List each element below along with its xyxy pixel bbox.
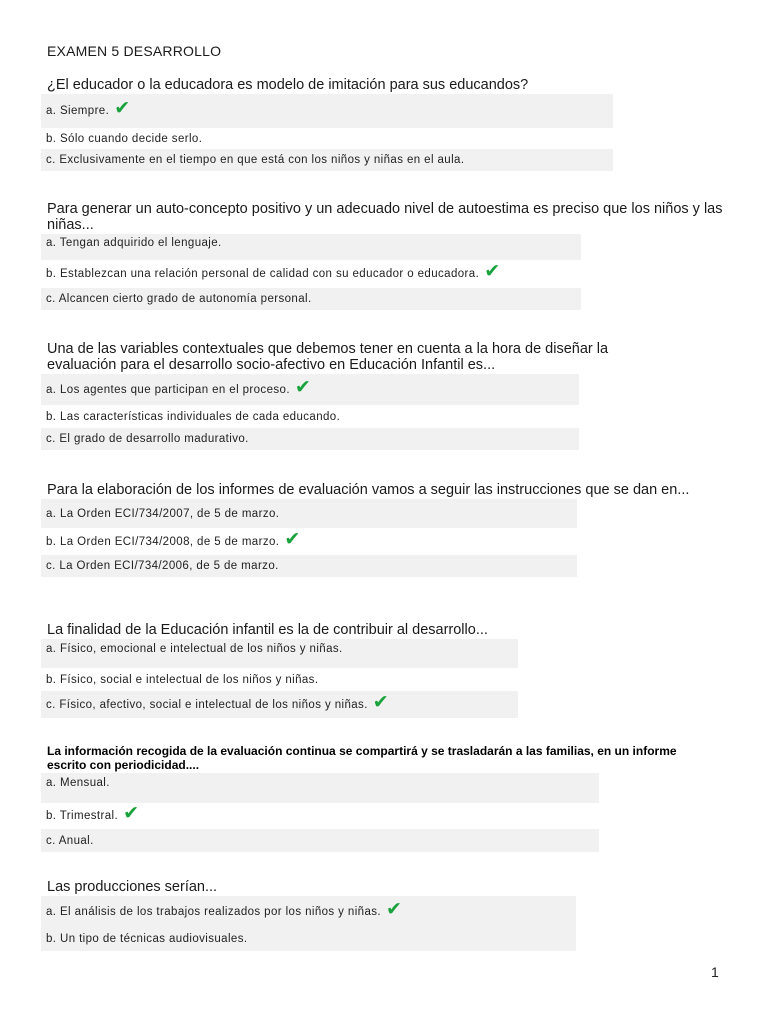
option-label: a. Físico, emocional e intelectual de los niños y niñas. (46, 643, 343, 655)
question-text: ¿El educador o la educadora es modelo de imitación para sus educandos? (47, 77, 529, 93)
option-label: a. Mensual. (46, 777, 110, 789)
check-icon: ✔ (372, 690, 390, 713)
check-icon: ✔ (284, 527, 301, 550)
question-block (41, 77, 613, 171)
question-block (41, 341, 609, 450)
answer-option[interactable] (41, 149, 613, 171)
answer-option[interactable] (41, 234, 581, 260)
answer-option[interactable] (41, 499, 577, 528)
option-label: c. Anual. (46, 834, 94, 847)
option-label: b. La Orden ECI/734/2008, de 5 de marzo. (46, 535, 280, 548)
answer-option[interactable] (41, 374, 579, 405)
question-text: Las producciones serían... (47, 879, 218, 895)
option-label: c. El grado de desarrollo madurativo. (46, 433, 249, 445)
answer-option[interactable] (41, 128, 613, 149)
check-icon: ✔ (294, 375, 312, 398)
answer-option[interactable] (41, 428, 579, 450)
question-text: Para la elaboración de los informes de evaluación vamos a seguir las instrucciones que se dan en... (47, 482, 690, 498)
option-label: b. Trimestral. (46, 810, 119, 822)
answer-option[interactable] (41, 773, 599, 803)
answer-option[interactable] (41, 639, 518, 668)
option-label: a. Tengan adquirido el lenguaje. (46, 237, 222, 249)
option-label: a. La Orden ECI/734/2007, de 5 de marzo. (46, 507, 280, 520)
answer-option[interactable] (41, 94, 613, 128)
answer-option[interactable] (41, 260, 581, 288)
option-label: c. Alcancen cierto grado de autonomía personal. (46, 293, 312, 305)
question-text: Una de las variables contextuales que debemos tener en cuenta a la hora de diseñar la evaluación para el desarrollo socio-afectivo en Educación Infantil es... (47, 341, 609, 373)
answer-option[interactable] (41, 896, 576, 927)
question-block (41, 879, 576, 951)
answer-option[interactable] (41, 927, 576, 951)
answer-option[interactable] (41, 691, 518, 718)
option-label: b. Sólo cuando decide serlo. (46, 132, 203, 145)
answer-option[interactable] (41, 528, 577, 555)
question-block (41, 482, 690, 577)
option-label: c. Exclusivamente en el tiempo en que está con los niños y niñas en el aula. (46, 154, 465, 166)
answer-option[interactable] (41, 288, 581, 310)
question-block (41, 744, 677, 852)
option-label: b. Establezcan una relación personal de calidad con su educador o educadora. (46, 268, 480, 280)
option-label: a. Los agentes que participan en el proceso. (46, 383, 290, 396)
option-label: b. Un tipo de técnicas audiovisuales. (46, 933, 248, 945)
answer-option[interactable] (41, 668, 518, 691)
option-label: a. Siempre. (46, 105, 110, 117)
check-icon: ✔ (114, 97, 131, 119)
question-text: Para generar un auto-concepto positivo y un adecuado nivel de autoestima es preciso que los niños y las niñas... (47, 201, 723, 233)
option-label: c. La Orden ECI/734/2006, de 5 de marzo. (46, 560, 279, 572)
option-label: b. Las características individuales de cada educando. (46, 410, 341, 423)
check-icon: ✔ (123, 802, 140, 824)
option-label: b. Físico, social e intelectual de los niños y niñas. (46, 673, 319, 686)
page-number: 1 (711, 964, 719, 980)
answer-option[interactable] (41, 829, 599, 852)
question-block (41, 622, 518, 718)
check-icon: ✔ (386, 897, 403, 920)
question-text: La finalidad de la Educación infantil es la de contribuir al desarrollo... (47, 622, 488, 638)
exam-title: EXAMEN 5 DESARROLLO (47, 43, 222, 59)
answer-option[interactable] (41, 405, 579, 428)
option-label: c. Físico, afectivo, social e intelectual de los niños y niñas. (46, 698, 368, 711)
check-icon: ✔ (484, 260, 501, 282)
option-label: a. El análisis de los trabajos realizados por los niños y niñas. (46, 905, 381, 918)
question-text: La información recogida de la evaluación continua se compartirá y se trasladarán a las familias, en un informe escrito con periodicidad.... (47, 744, 677, 772)
question-block (41, 201, 723, 310)
answer-option[interactable] (41, 803, 599, 829)
answer-option[interactable] (41, 555, 577, 577)
